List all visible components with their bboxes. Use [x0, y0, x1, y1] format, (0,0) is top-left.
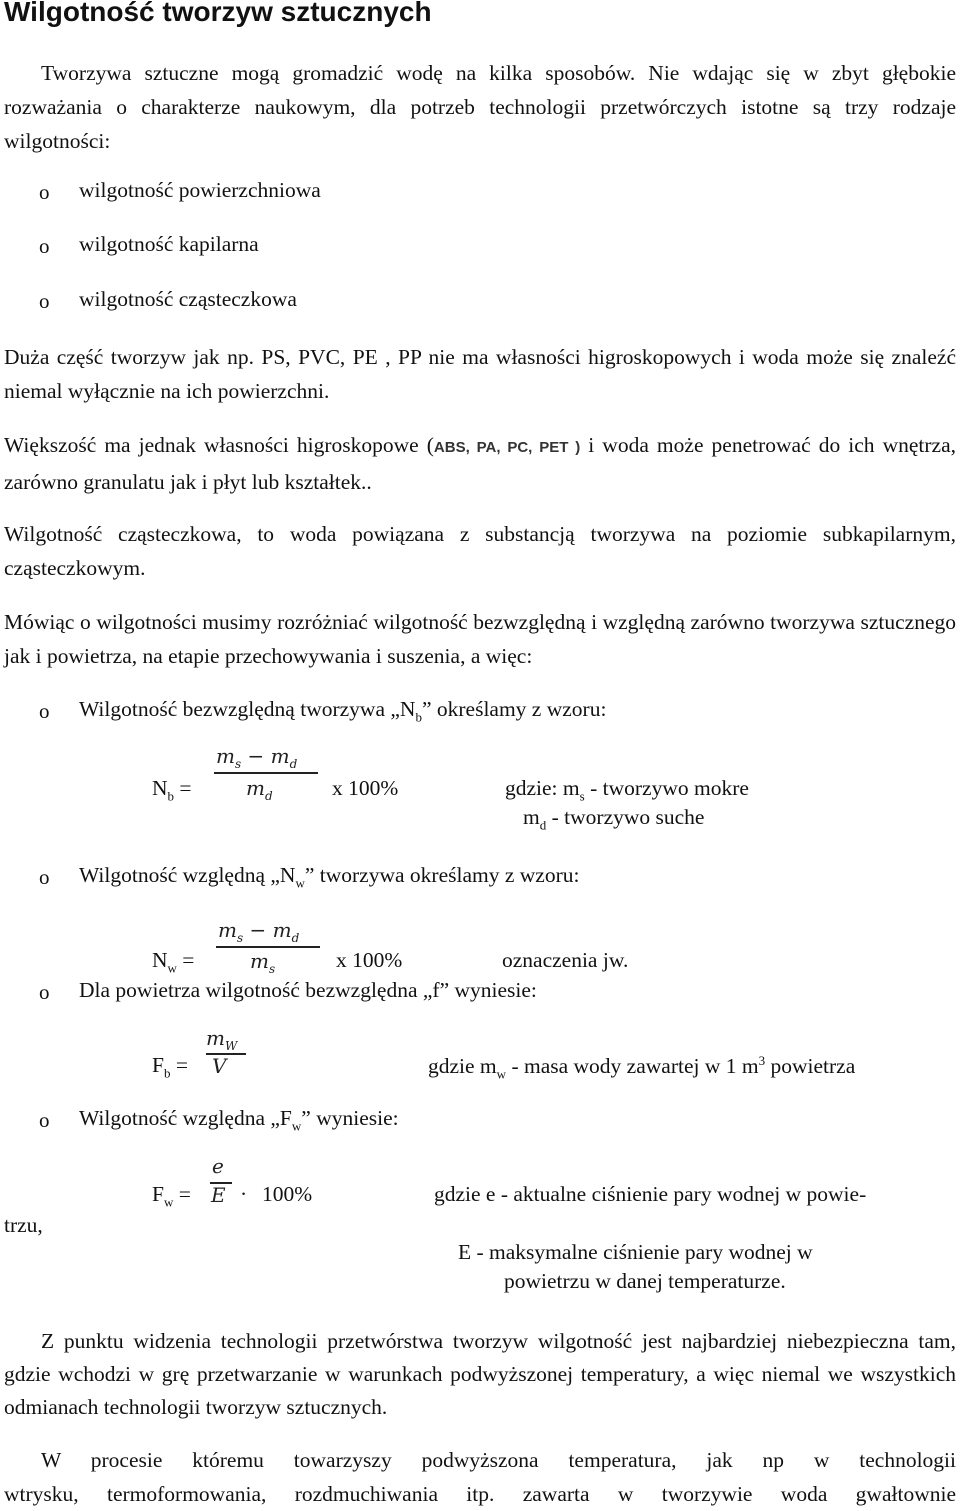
formula-fw-legend-E1: E - maksymalne ciśnienie pary wodnej w: [458, 1240, 813, 1264]
formula-heading-fb: Dla powietrza wilgotność bezwzględna „f” wyniesie:: [79, 978, 537, 1002]
bullet-marker: o: [39, 1108, 50, 1132]
absolute-relative-paragraph: Mówiąc o wilgotności musimy rozróżniać wilgotność bezwzględną i względną zarówno tworzywa sztucznego jak i powietrza, na etapie przechowywania i suszenia, a więc:: [4, 610, 956, 668]
fraction-numerator: $m_W$: [206, 1026, 238, 1053]
bullet-marker: o: [39, 980, 50, 1004]
formula-nw-times: x 100%: [336, 948, 403, 972]
list-item: wilgotność cząsteczkowa: [79, 287, 297, 311]
bullet-marker: o: [39, 234, 50, 258]
formula-fw-fraction: [208, 1154, 238, 1210]
list-item: wilgotność powierzchniowa: [79, 178, 321, 202]
fraction-denominator: E: [211, 1183, 226, 1207]
page-title: Wilgotność tworzyw sztucznych: [4, 0, 432, 27]
formula-nb-fraction: [212, 744, 322, 804]
indent-spacer: [4, 1448, 41, 1473]
formula-nw-fraction: [214, 918, 324, 978]
fraction-denominator: V: [212, 1054, 227, 1078]
bullet-marker: o: [39, 699, 50, 723]
fraction-numerator: $m_s - m_d$: [218, 918, 300, 945]
fraction-denominator: $m_d$: [246, 776, 273, 803]
process-paragraph-line2: wtrysku, termoformowania, rozdmuchiwania itp. zawarta w tworzywie woda gwałtownie: [4, 1482, 956, 1506]
formula-heading-nb: Wilgotność bezwzględną tworzywa $„N_b$” określamy z wzoru:: [79, 697, 607, 725]
technology-paragraph: Z punktu widzenia technologii przetwórstwa tworzyw wilgotność jest najbardziej niebezpieczna tam, gdzie wchodzi w grę przetwarzanie w warunkach podwyższonej temperatury, a więc niemal we wszystkich odmianach technologii tworzyw sztucznych.: [4, 1329, 956, 1419]
fraction-numerator: $m_s - m_d$: [216, 744, 298, 771]
formula-fw-legend-E2: powietrzu w danej temperaturze.: [504, 1269, 786, 1293]
formula-fw-percent: 100%: [262, 1182, 313, 1206]
formula-nb-times: x 100%: [332, 776, 399, 800]
formula-nb-lhs: $N_b$ =: [152, 776, 192, 804]
fraction-bar: [216, 946, 320, 948]
formula-nw-lhs: $N_w$ =: [152, 948, 195, 976]
formula-fb-legend: gdzie $m_w$ - masa wody zawartej w 1 $m^3$ powietrza: [428, 1053, 856, 1082]
formula-fb-lhs: $F_b$ =: [152, 1053, 188, 1081]
bullet-marker: o: [39, 865, 50, 889]
formula-fw-legend-cont: trzu,: [4, 1213, 43, 1237]
formula-nb-legend-ms: gdzie: $m_s$ - tworzywo mokre: [505, 776, 749, 804]
formula-heading-fw: Wilgotność względna $„F_w$” wyniesie:: [79, 1106, 399, 1134]
surface-paragraph: Duża część tworzyw jak np. PS, PVC, PE , PP nie ma własności higroskopowych i woda może się znaleźć niemal wyłącznie na ich powierzchni.: [4, 345, 956, 403]
hygroscopic-text: Większość ma jednak własności higroskopowe (: [4, 433, 434, 457]
molecular-paragraph: Wilgotność cząsteczkowa, to woda powiązana z substancją tworzywa na poziomie subkapilarnym, cząsteczkowym.: [4, 522, 956, 580]
formula-fw-lhs: $F_w$ =: [152, 1182, 191, 1210]
formula-nw-note: oznaczenia jw.: [502, 948, 629, 972]
intro-paragraph: Tworzywa sztuczne mogą gromadzić wodę na kilka sposobów. Nie wdając się w zbyt głębokie rozważania o charakterze naukowym, dla potrzeb technologii przetwórczych istotne są trzy rodzaje wilgotności:: [4, 61, 956, 153]
process-paragraph-line1: [4, 1448, 956, 1473]
fraction-denominator: $m_s$: [250, 949, 276, 976]
hygroscopic-text-rest: i woda może penetrować do ich wnętrza, zarówno granulatu jak i płyt lub kształtek..: [4, 433, 956, 494]
formula-fw-legend-e: gdzie e - aktualne ciśnienie pary wodnej w powie-: [434, 1182, 867, 1206]
fraction-numerator: e: [212, 1154, 224, 1178]
bullet-marker: o: [39, 180, 50, 204]
formula-fb-fraction: [204, 1026, 254, 1078]
bullet-marker: o: [39, 289, 50, 313]
fraction-bar: [214, 772, 318, 774]
hygroscopic-paragraph: [4, 428, 956, 499]
process-line1-text: W procesie któremu towarzyszy podwyższona temperatura, jak np w technologii: [41, 1448, 956, 1472]
hygroscopic-list: ABS, PA, PC, PET ): [433, 439, 581, 456]
formula-nb-legend-md: $m_d$ - tworzywo suche: [523, 805, 705, 833]
formula-heading-nw: Wilgotność względną $„N_w$” tworzywa określamy z wzoru:: [79, 863, 580, 891]
list-item: wilgotność kapilarna: [79, 232, 259, 256]
formula-fw-dot: ·: [240, 1182, 248, 1206]
